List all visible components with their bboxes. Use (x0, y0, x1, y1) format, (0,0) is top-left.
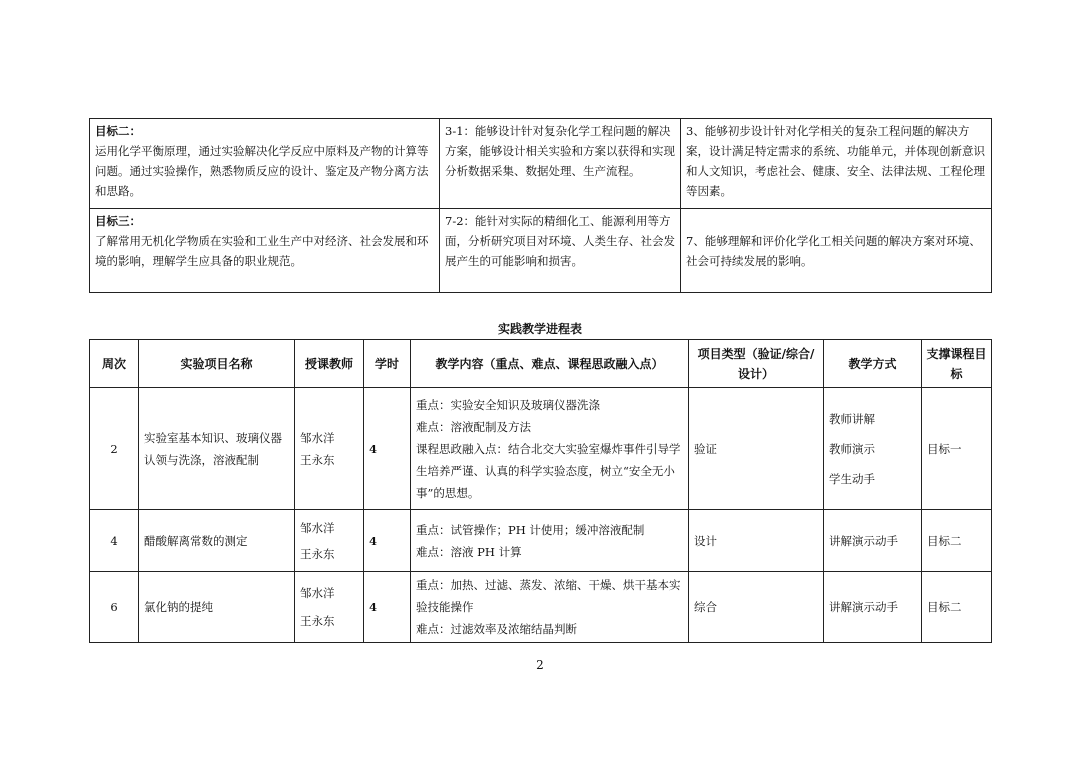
method-cell (824, 388, 922, 510)
content-line: 课程思政融入点：结合北交大实验室爆炸事件引导学生培养严谨、认真的科学实验态度，树立“安全无小事”的思想。 (416, 441, 681, 500)
hours-cell: 4 (364, 572, 411, 643)
goal-cell: 目标一 (922, 388, 992, 510)
schedule-table (89, 339, 992, 643)
header-week: 周次 (90, 340, 139, 388)
content-line: 难点：溶液 PH 计算 (416, 544, 522, 559)
header-hours: 学时 (364, 340, 411, 388)
week-cell: 6 (90, 572, 139, 643)
objective-cell (90, 209, 440, 293)
content-line: 重点：实验安全知识及玻璃仪器洗涤 (416, 397, 600, 412)
indicator-cell: 3-1：能够设计针对复杂化学工程问题的解决方案，能够设计相关实验和方案以获得和实现分析数据采集、数据处理、生产流程。 (440, 119, 681, 209)
content-line: 重点：加热、过滤、蒸发、浓缩、干燥、烘干基本实验技能操作 (416, 578, 681, 614)
header-type: 项目类型（验证/综合/设计） (689, 340, 824, 388)
week-cell: 2 (90, 388, 139, 510)
objective-title: 目标三： (95, 214, 141, 228)
schedule-title: 实践教学进程表 (497, 322, 582, 336)
header-teacher: 授课教师 (295, 340, 364, 388)
indicator-cell: 7-2：能针对实际的精细化工、能源利用等方面，分析研究项目对环境、人类生存、社会发展产生的可能影响和损害。 (440, 209, 681, 293)
objective-row (90, 209, 992, 293)
method-line: 教师讲解 (829, 411, 875, 426)
page-number: 2 (536, 658, 544, 672)
project-name-cell: 氯化钠的提纯 (139, 572, 295, 643)
teacher-name: 邹水洋 (300, 586, 335, 600)
hours-cell: 4 (364, 388, 411, 510)
teacher-name: 邹水洋 (300, 430, 335, 445)
goal-cell: 目标二 (922, 510, 992, 572)
table-row (90, 510, 992, 572)
type-cell: 验证 (689, 388, 824, 510)
week-cell: 4 (90, 510, 139, 572)
method-line: 学生动手 (829, 471, 875, 486)
header-method: 教学方式 (824, 340, 922, 388)
table-row (90, 572, 992, 643)
objective-title: 目标二： (95, 124, 141, 138)
project-name-cell: 实验室基本知识、玻璃仪器认领与洗涤，溶液配制 (139, 388, 295, 510)
content-line: 难点：溶液配制及方法 (416, 419, 531, 434)
teacher-name: 邹水洋 (300, 520, 335, 535)
teacher-cell (295, 510, 364, 572)
objective-row (90, 119, 992, 209)
teacher-name: 王永东 (300, 614, 335, 628)
method-line: 教师演示 (829, 441, 875, 456)
header-content: 教学内容（重点、难点、课程思政融入点） (411, 340, 689, 388)
header-goal: 支撑课程目标 (922, 340, 992, 388)
teacher-cell (295, 388, 364, 510)
project-name-cell: 醋酸解离常数的测定 (139, 510, 295, 572)
teacher-name: 王永东 (300, 546, 335, 561)
type-cell: 设计 (689, 510, 824, 572)
requirement-cell: 7、能够理解和评价化学化工相关问题的解决方案对环境、社会可持续发展的影响。 (681, 209, 992, 293)
objective-cell (90, 119, 440, 209)
method-cell: 讲解演示动手 (824, 510, 922, 572)
content-cell (411, 572, 689, 643)
teacher-name: 王永东 (300, 452, 335, 467)
schedule-header-row (90, 340, 992, 388)
header-name: 实验项目名称 (139, 340, 295, 388)
hours-cell: 4 (364, 510, 411, 572)
objectives-table (89, 118, 992, 293)
content-line: 难点：过滤效率及浓缩结晶判断 (416, 622, 577, 636)
objective-desc: 运用化学平衡原理，通过实验解决化学反应中原料及产物的计算等问题。通过实验操作，熟悉物质反应的设计、鉴定及产物分离方法和思路。 (95, 144, 429, 198)
content-cell (411, 388, 689, 510)
method-cell: 讲解演示动手 (824, 572, 922, 643)
goal-cell: 目标二 (922, 572, 992, 643)
objective-desc: 了解常用无机化学物质在实验和工业生产中对经济、社会发展和环境的影响，理解学生应具备的职业规范。 (95, 234, 429, 268)
table-row (90, 388, 992, 510)
requirement-cell: 3、能够初步设计针对化学相关的复杂工程问题的解决方案，设计满足特定需求的系统、功能单元，并体现创新意识和人文知识，考虑社会、健康、安全、法律法规、工程伦理等因素。 (681, 119, 992, 209)
content-cell (411, 510, 689, 572)
type-cell: 综合 (689, 572, 824, 643)
content-line: 重点：试管操作；PH 计使用；缓冲溶液配制 (416, 522, 645, 537)
teacher-cell (295, 572, 364, 643)
